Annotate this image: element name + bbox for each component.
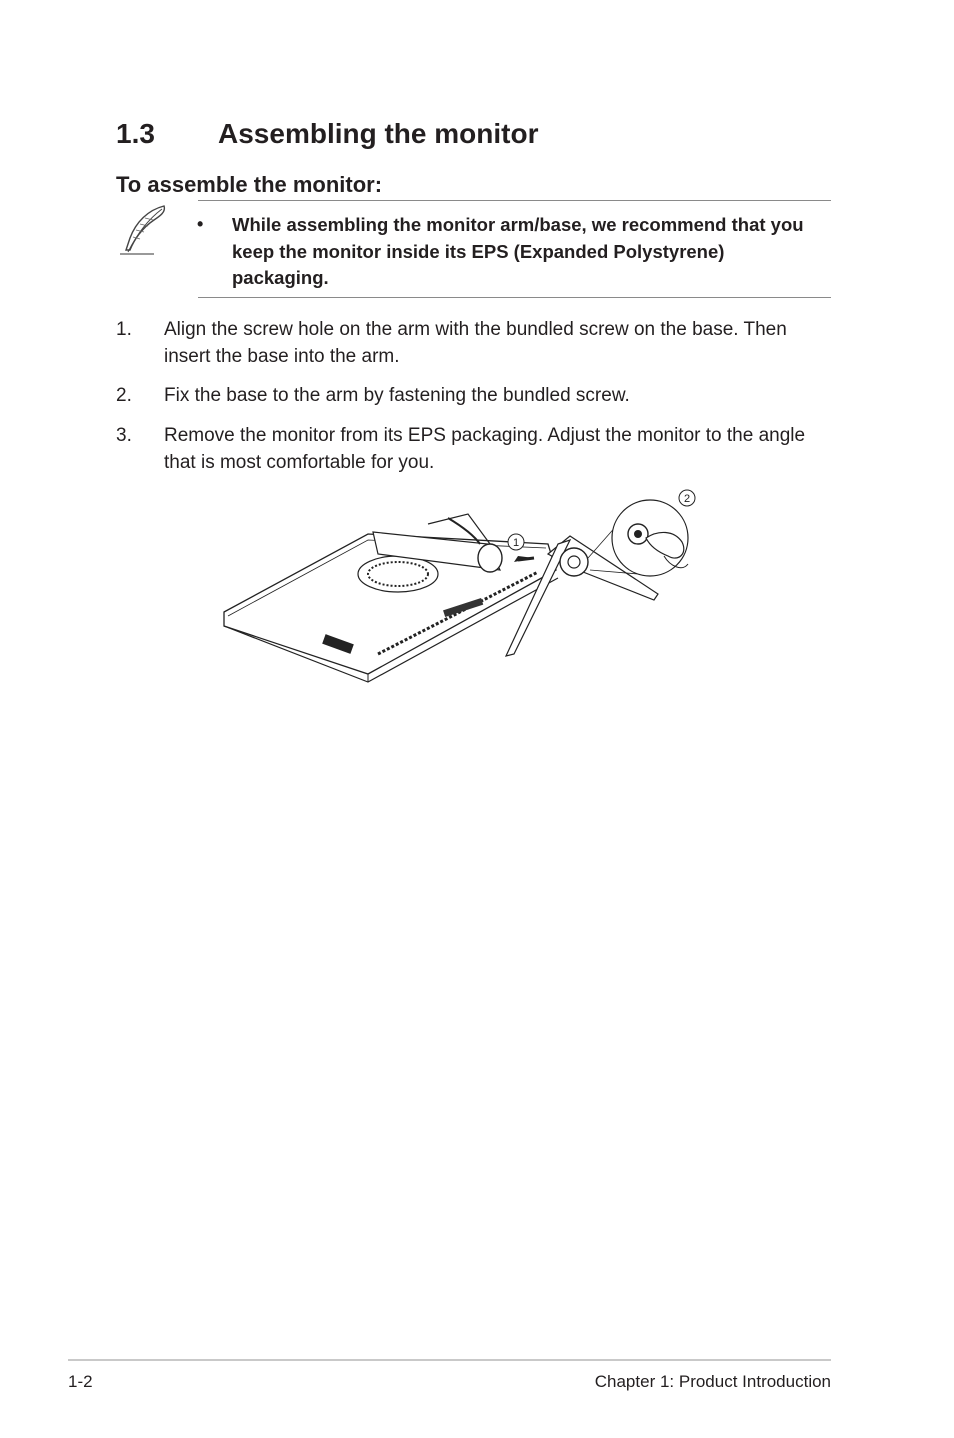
step-text: Fix the base to the arm by fastening the bundled screw. bbox=[164, 385, 630, 406]
step-number: 2. bbox=[116, 385, 132, 406]
step-text: Align the screw hole on the arm with the bundled screw on the base. Then insert the base into the arm. bbox=[164, 319, 787, 367]
callout-2: 2 bbox=[683, 493, 691, 505]
note-top-rule bbox=[198, 200, 831, 201]
subheading: To assemble the monitor: bbox=[116, 172, 383, 197]
assembly-illustration bbox=[218, 484, 704, 690]
section-number: 1.3 bbox=[116, 118, 155, 149]
note-bullet: • bbox=[197, 214, 204, 234]
footer-rule bbox=[68, 1359, 831, 1361]
note-bottom-rule bbox=[198, 297, 831, 298]
monitor-mount bbox=[358, 556, 438, 592]
chapter-title: Chapter 1: Product Introduction bbox=[594, 1372, 831, 1391]
page-number: 1-2 bbox=[68, 1372, 93, 1391]
callout-1: 1 bbox=[512, 537, 520, 549]
note-feather-icon bbox=[114, 200, 174, 260]
section-title: Assembling the monitor bbox=[218, 118, 539, 149]
note-text: While assembling the monitor arm/base, we recommend that you keep the monitor inside its EPS (Expanded Polystyrene) packaging. bbox=[232, 214, 804, 288]
step-text: Remove the monitor from its EPS packaging. Adjust the monitor to the angle that is most comfortable for you. bbox=[164, 425, 806, 473]
step-number: 3. bbox=[116, 425, 132, 446]
step-number: 1. bbox=[116, 319, 132, 340]
